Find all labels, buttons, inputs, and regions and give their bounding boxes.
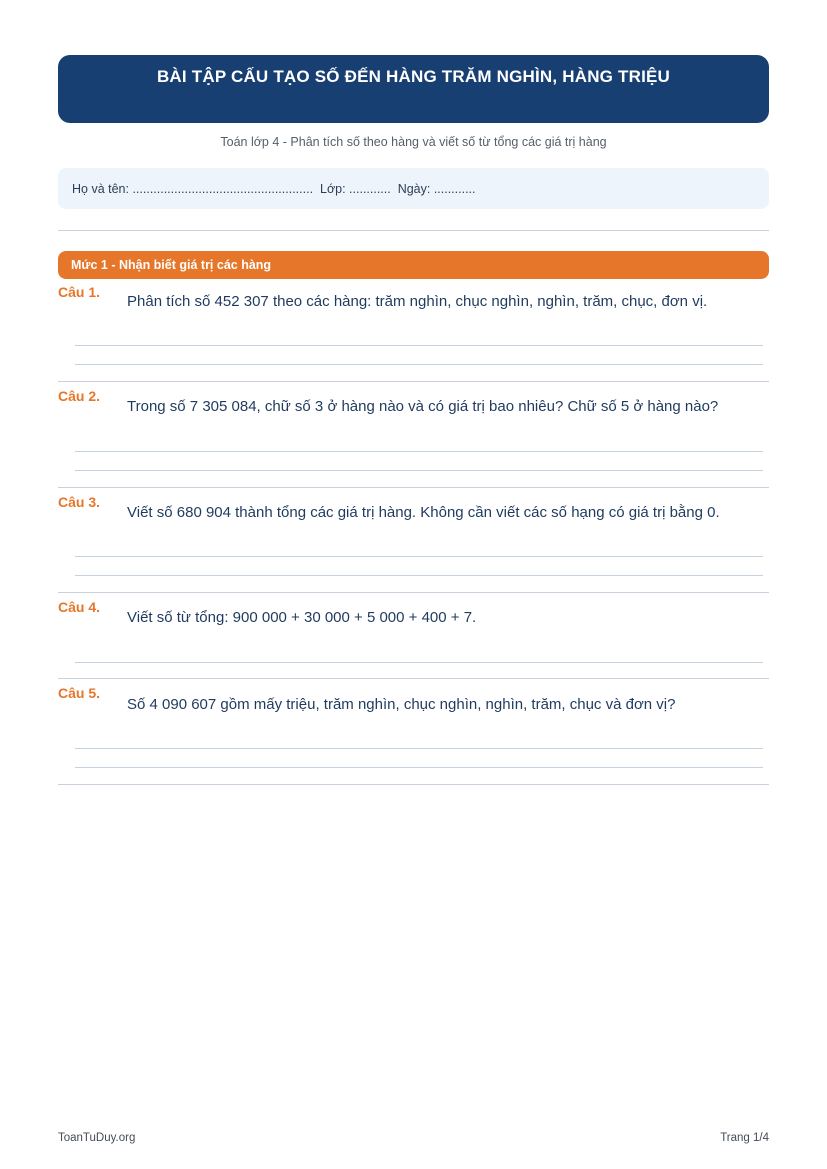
question-text: Số 4 090 607 gồm mấy triệu, trăm nghìn, chục nghìn, nghìn, trăm, chục và đơn vị? — [127, 696, 676, 713]
answer-line[interactable] — [75, 575, 763, 576]
class-field: Lớp: ............ — [320, 181, 391, 196]
question-text: Phân tích số 452 307 theo các hàng: trăm nghìn, chục nghìn, nghìn, trăm, chục, đơn vị. — [127, 293, 708, 310]
question-text: Trong số 7 305 084, chữ số 3 ở hàng nào và có giá trị bao nhiêu? Chữ số 5 ở hàng nào? — [127, 398, 719, 415]
footer-page-number: Trang 1/4 — [720, 1132, 769, 1144]
question-number: Câu 3. — [58, 494, 101, 510]
worksheet-title: BÀI TẬP CẤU TẠO SỐ ĐẾN HÀNG TRĂM NGHÌN, HÀNG TRIỆU — [156, 67, 671, 86]
answer-line[interactable] — [75, 748, 763, 749]
answer-line[interactable] — [75, 767, 763, 768]
divider — [58, 592, 769, 593]
worksheet-subtitle: Toán lớp 4 - Phân tích số theo hàng và viết số từ tổng các giá trị hàng — [220, 135, 607, 149]
answer-line[interactable] — [75, 662, 763, 663]
worksheet-header — [58, 55, 769, 123]
divider — [58, 678, 769, 679]
divider — [58, 487, 769, 488]
answer-line[interactable] — [75, 556, 763, 557]
question-number: Câu 4. — [58, 599, 101, 615]
name-field: Họ và tên: .................................................... — [72, 181, 314, 196]
question-text: Viết số 680 904 thành tổng các giá trị hàng. Không cần viết các số hạng có giá trị bằng 0. — [127, 504, 720, 521]
student-info-box — [58, 168, 769, 209]
answer-line[interactable] — [75, 470, 763, 471]
question-number: Câu 5. — [58, 685, 101, 701]
divider — [58, 381, 769, 382]
question-text: Viết số từ tổng: 900 000 + 30 000 + 5 000 + 400 + 7. — [127, 609, 477, 626]
answer-line[interactable] — [75, 451, 763, 452]
date-field: Ngày: ............ — [397, 181, 476, 196]
divider — [58, 784, 769, 785]
section-title: Mức 1 - Nhận biết giá trị các hàng — [71, 258, 272, 272]
footer-site: ToanTuDuy.org — [58, 1132, 136, 1144]
answer-line[interactable] — [75, 364, 763, 365]
divider — [58, 230, 769, 231]
section-level-bar — [58, 251, 769, 279]
answer-line[interactable] — [75, 345, 763, 346]
question-number: Câu 2. — [58, 388, 101, 404]
question-number: Câu 1. — [58, 284, 101, 300]
